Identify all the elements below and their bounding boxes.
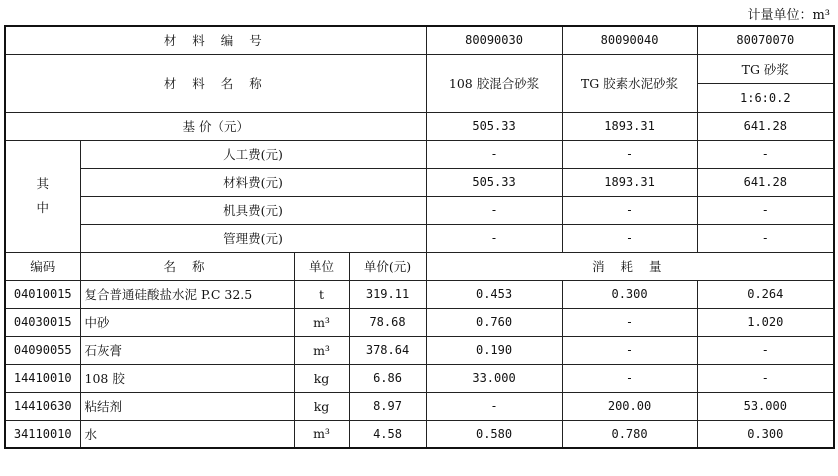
item-consumption: 0.580: [426, 420, 562, 448]
item-code: 34110010: [5, 420, 80, 448]
labor-value: -: [562, 140, 697, 168]
item-unit: m³: [294, 308, 349, 336]
qizhong-char: 其: [36, 176, 49, 191]
item-unit: kg: [294, 364, 349, 392]
consumption-header: 消 耗 量: [426, 252, 834, 280]
qizhong-char: 中: [36, 200, 49, 215]
qizhong-label: [5, 140, 80, 252]
material-fee-value: 641.28: [697, 168, 834, 196]
item-price: 78.68: [349, 308, 426, 336]
machine-row: [5, 196, 834, 224]
item-consumption: 0.760: [426, 308, 562, 336]
item-price: 319.11: [349, 280, 426, 308]
item-consumption: 0.780: [562, 420, 697, 448]
base-price-value: 641.28: [697, 112, 834, 140]
labor-row: [5, 140, 834, 168]
unit-header: 单位: [294, 252, 349, 280]
item-name: 水: [80, 420, 294, 448]
mgmt-row: [5, 224, 834, 252]
labor-value: -: [697, 140, 834, 168]
machine-value: -: [562, 196, 697, 224]
item-unit: m³: [294, 420, 349, 448]
base-price-value: 505.33: [426, 112, 562, 140]
table-row: [5, 420, 834, 448]
table-row: [5, 336, 834, 364]
table-row: [5, 280, 834, 308]
item-unit: kg: [294, 392, 349, 420]
item-price: 8.97: [349, 392, 426, 420]
item-consumption: 1.020: [697, 308, 834, 336]
labor-value: -: [426, 140, 562, 168]
item-code: 14410630: [5, 392, 80, 420]
item-consumption: -: [562, 336, 697, 364]
quota-table: [4, 25, 835, 449]
material-name-label: 材 料 名 称: [5, 54, 426, 112]
mgmt-value: -: [426, 224, 562, 252]
material-fee-row: [5, 168, 834, 196]
item-consumption: -: [426, 392, 562, 420]
item-consumption: -: [562, 308, 697, 336]
col-name: 108 胶混合砂浆: [426, 54, 562, 112]
price-header: 单价(元): [349, 252, 426, 280]
col-mix-ratio: 1:6:0.2: [697, 83, 834, 112]
item-price: 6.86: [349, 364, 426, 392]
item-consumption: 33.000: [426, 364, 562, 392]
item-consumption: 0.300: [562, 280, 697, 308]
table-row: [5, 364, 834, 392]
item-price: 378.64: [349, 336, 426, 364]
base-price-row: [5, 112, 834, 140]
item-consumption: -: [697, 364, 834, 392]
item-consumption: -: [697, 336, 834, 364]
item-price: 4.58: [349, 420, 426, 448]
base-price-label: 基 价（元）: [5, 112, 426, 140]
material-fee-value: 1893.31: [562, 168, 697, 196]
name-header: 名 称: [80, 252, 294, 280]
material-fee-label: 材料费(元): [80, 168, 426, 196]
machine-label: 机具费(元): [80, 196, 426, 224]
item-consumption: 0.453: [426, 280, 562, 308]
code-header: 编码: [5, 252, 80, 280]
item-name: 粘结剂: [80, 392, 294, 420]
item-name: 石灰膏: [80, 336, 294, 364]
item-unit: m³: [294, 336, 349, 364]
item-consumption: 53.000: [697, 392, 834, 420]
table-row: [5, 392, 834, 420]
base-price-value: 1893.31: [562, 112, 697, 140]
detail-header-row: [5, 252, 834, 280]
item-consumption: 0.300: [697, 420, 834, 448]
machine-value: -: [697, 196, 834, 224]
item-consumption: -: [562, 364, 697, 392]
item-code: 14410010: [5, 364, 80, 392]
col-code: 80070070: [697, 26, 834, 54]
table-row: [5, 308, 834, 336]
item-consumption: 0.190: [426, 336, 562, 364]
material-fee-value: 505.33: [426, 168, 562, 196]
col-name: TG 砂浆: [697, 54, 834, 83]
col-code: 80090030: [426, 26, 562, 54]
item-code: 04030015: [5, 308, 80, 336]
mgmt-value: -: [562, 224, 697, 252]
col-name: TG 胶素水泥砂浆: [562, 54, 697, 112]
material-name-row: [5, 54, 834, 83]
item-consumption: 200.00: [562, 392, 697, 420]
mgmt-label: 管理费(元): [80, 224, 426, 252]
mgmt-value: -: [697, 224, 834, 252]
machine-value: -: [426, 196, 562, 224]
item-unit: t: [294, 280, 349, 308]
material-code-row: [5, 26, 834, 54]
unit-note: 计量单位：m³: [747, 8, 830, 23]
labor-label: 人工费(元): [80, 140, 426, 168]
material-code-label: 材 料 编 号: [5, 26, 426, 54]
item-name: 复合普通硅酸盐水泥 P.C 32.5: [80, 280, 294, 308]
item-code: 04010015: [5, 280, 80, 308]
item-name: 108 胶: [80, 364, 294, 392]
col-code: 80090040: [562, 26, 697, 54]
item-consumption: 0.264: [697, 280, 834, 308]
item-code: 04090055: [5, 336, 80, 364]
item-name: 中砂: [80, 308, 294, 336]
